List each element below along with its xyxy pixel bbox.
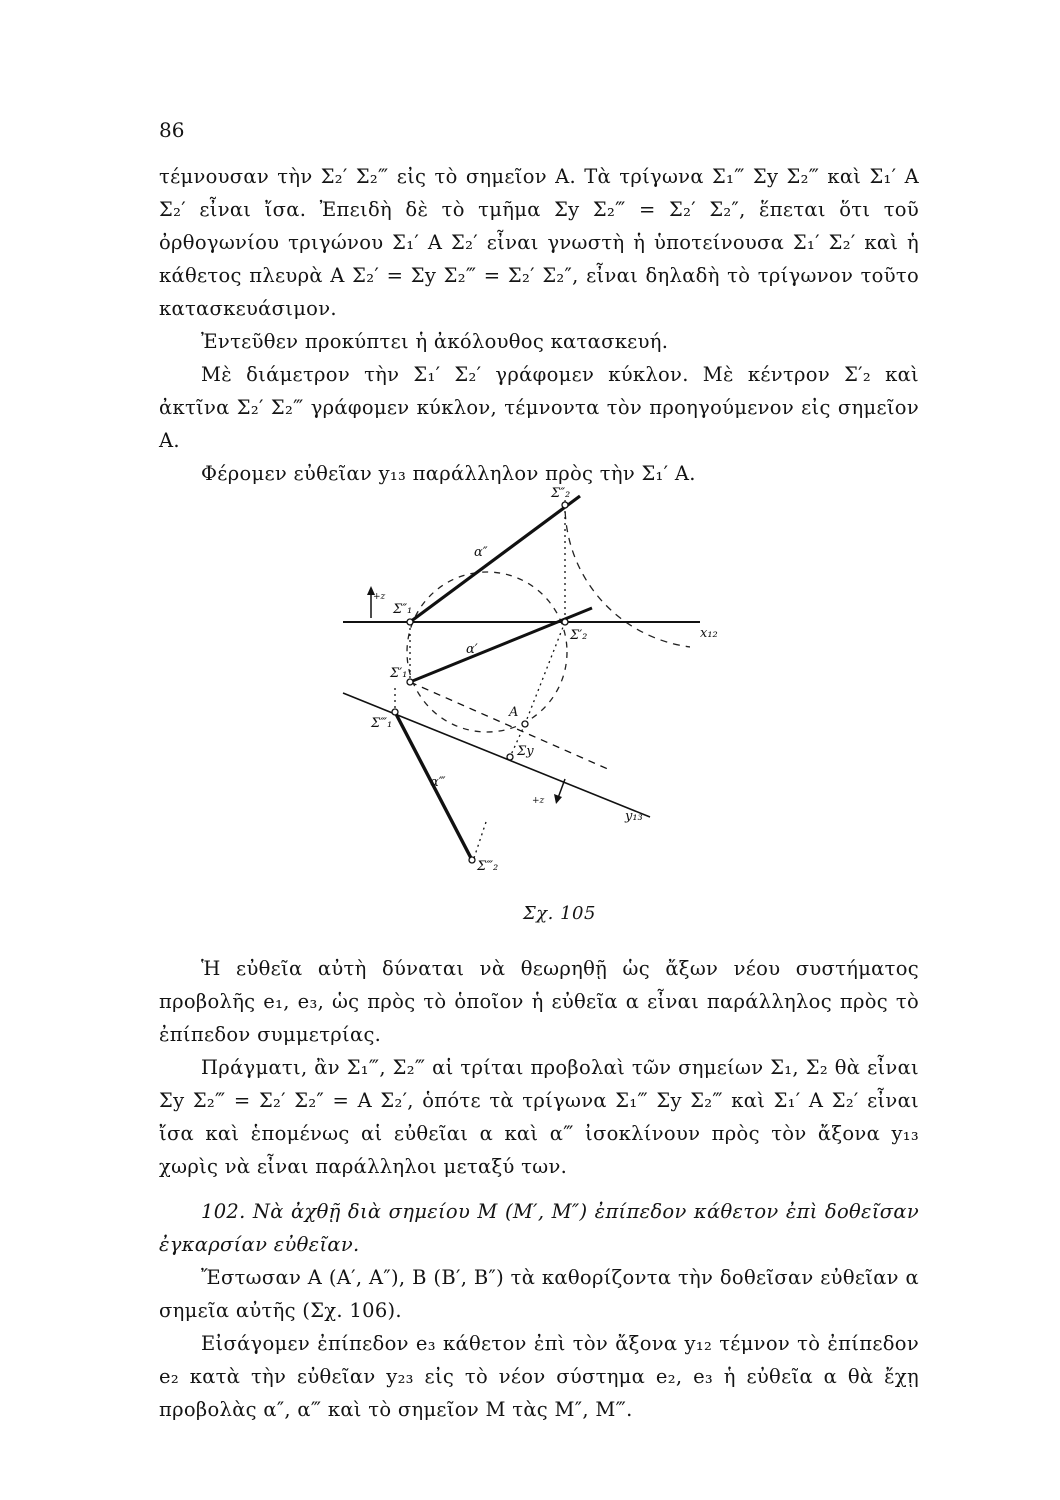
paragraph-2: Ἐντεῦθεν προκύπτει ἡ ἀκόλουθος κατασκευή. (201, 330, 669, 353)
label-A: Α (509, 705, 519, 720)
label-s1-d: Σ′₁ (390, 666, 408, 681)
label-s2-d: Σ′₂ (570, 628, 588, 643)
page-number: 86 (159, 118, 185, 142)
paragraph-6: Πράγματι, ἂν Σ₁‴, Σ₂‴ αἱ τρίται προβολαὶ τῶν σημείων Σ₁, Σ₂ θὰ εἶναι Σy Σ₂‴ = Σ₂′ Σ₂″ = Α Σ₂′, ὁπότε τὰ τρίγωνα Σ₁‴ Σy Σ₂‴ καὶ Σ₁′ Α Σ₂′ εἶναι ἴσα καὶ ἑπομένως αἱ εὐθεῖαι α καὶ α‴ ἰσοκλίνουν πρὸς τὸν ἄξονα y₁₃ χωρὶς νὰ εἶναι παράλληλοι μεταξύ των. (159, 1056, 919, 1178)
axis-y13 (343, 693, 650, 817)
paragraph-7: Ἔστωσαν Α (Α′, Α″), Β (Β′, Β″) τὰ καθορίζοντα τὴν δοθεῖσαν εὐθεῖαν α σημεῖα αὐτῆς (Σχ. 106). (159, 1266, 919, 1322)
label-x12: x₁₂ (700, 626, 718, 641)
label-s1-dd: Σ″₁ (393, 602, 413, 617)
label-alpha-ddd: α‴ (430, 775, 446, 790)
problem-102: 102. Νὰ ἀχθῇ διὰ σημείου Μ (Μ′, Μ″) ἐπίπεδον κάθετον ἐπὶ δοθεῖσαν ἐγκαρσίαν εὐθεῖαν. (159, 1200, 919, 1256)
line-alpha-dd (410, 496, 580, 622)
paragraph-4: Φέρομεν εὐθεῖαν y₁₃ παράλληλον πρὸς τὴν Σ₁′ Α. (201, 462, 696, 485)
label-y13: y₁₃ (625, 809, 643, 824)
label-s2-ddd: Σ‴₂ (477, 859, 499, 874)
paragraph-3: Μὲ διάμετρον τὴν Σ₁′ Σ₂′ γράφομεν κύκλον. Μὲ κέντρον Σ′₂ καὶ ἀκτῖνα Σ₂′ Σ₂‴ γράφομεν κύκλον, τέμνοντα τὸν προηγούμενον εἰς σημεῖον Α. (159, 363, 919, 452)
top-text (159, 160, 919, 490)
label-alpha-d: α′ (466, 642, 478, 657)
bottom-text (159, 952, 919, 1426)
label-z-down: +z (532, 796, 545, 806)
label-sy: Σy (517, 744, 534, 759)
paragraph-5: Ἡ εὐθεῖα αὐτὴ δύναται νὰ θεωρηθῇ ὡς ἄξων νέου συστήματος προβολῆς e₁, e₃, ὡς πρὸς τὸ ὁποῖον ἡ εὐθεῖα α εἶναι παράλληλος πρὸς τὸ ἐπίπεδον συμμετρίας. (159, 957, 919, 1046)
label-s2-dd: Σ″₂ (551, 486, 571, 501)
paragraph-8: Εἰσάγομεν ἐπίπεδον e₃ κάθετον ἐπὶ τὸν ἄξονα y₁₂ τέμνον τὸ ἐπίπεδον e₂ κατὰ τὴν εὐθεῖαν y₂₃ εἰς τὸ νέον σύστημα e₂, e₃ ἡ εὐθεῖα α θὰ ἔχῃ προβολὰς α″, α‴ καὶ τὸ σημεῖον Μ τὰς Μ″, Μ‴. (159, 1332, 919, 1421)
figure-caption: Σχ. 105 (523, 903, 596, 924)
figure-105 (330, 470, 718, 930)
figure-105-drawing (330, 470, 718, 930)
label-s1-ddd: Σ‴₁ (371, 716, 393, 731)
label-z-up: +z (373, 592, 386, 602)
label-alpha-dd: α″ (474, 545, 488, 560)
paragraph-1: τέμνουσαν τὴν Σ₂′ Σ₂‴ εἰς τὸ σημεῖον Α. Τὰ τρίγωνα Σ₁‴ Σy Σ₂‴ καὶ Σ₁′ Α Σ₂′ εἶναι ἴσα. Ἐπειδὴ δὲ τὸ τμῆμα Σy Σ₂‴ = Σ₂′ Σ₂″, ἕπεται ὅτι τοῦ ὀρθογωνίου τριγώνου Σ₁′ Α Σ₂′ εἶναι γνωστὴ ἡ ὑποτείνουσα Σ₁′ Σ₂′ καὶ ἡ κάθετος πλευρὰ Α Σ₂′ = Σy Σ₂‴ = Σ₂′ Σ₂″, εἶναι δηλαδὴ τὸ τρίγωνον τοῦτο κατασκευάσιμον. (159, 165, 919, 320)
